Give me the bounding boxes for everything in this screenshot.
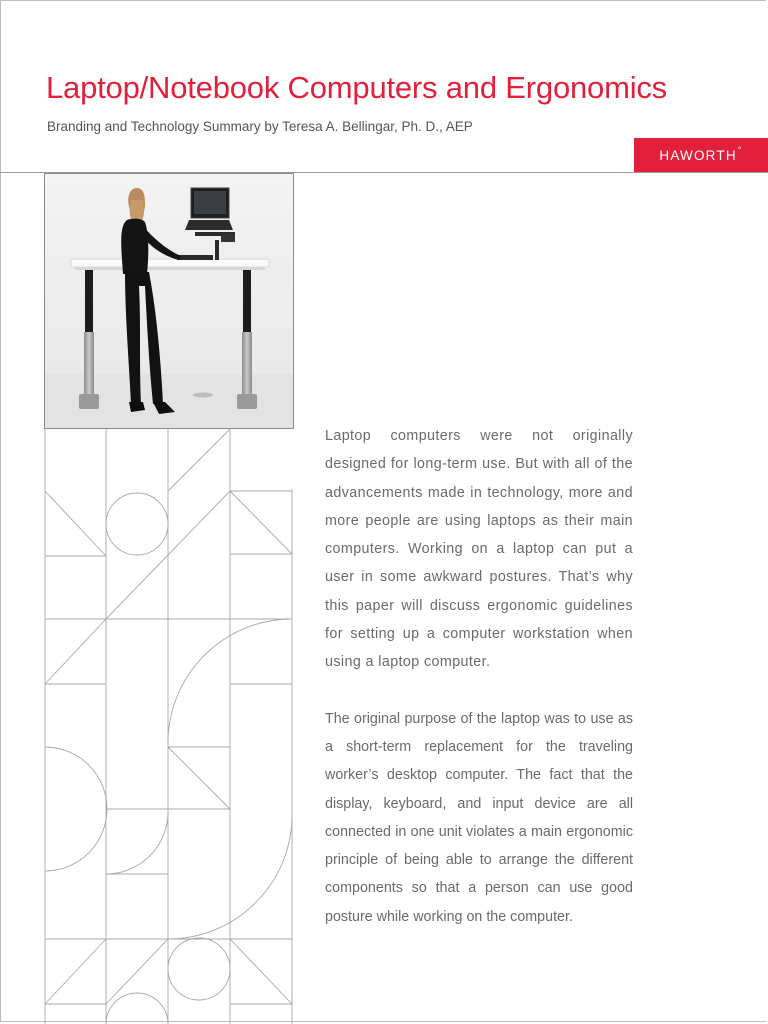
body-text-column bbox=[325, 422, 633, 959]
body-paragraph-1: Laptop computers were not originally designed for long-term use. But with all of the advancements made in technology, more and more people are using laptops as their main computers. Working on a laptop can put a user in some awkward postures. That’s why this paper will discuss ergonomic guidelines for setting up a computer workstation when using a laptop computer. bbox=[325, 428, 633, 671]
standing-desk-photo bbox=[44, 173, 294, 429]
standing-desk-illustration bbox=[45, 174, 293, 428]
haworth-logo bbox=[634, 138, 768, 172]
body-paragraph-2: The original purpose of the laptop was to use as a short-term replacement for the traveling worker’s desktop computer. The fact that the display, keyboard, and input device are all connected in one unit violates a main ergonomic principle of being able to arrange the different components so that a person can use good posture while working on the computer. bbox=[325, 710, 633, 925]
document-subtitle: Branding and Technology Summary by Teresa A. Bellingar, Ph. D., AEP bbox=[47, 119, 473, 134]
document-title: Laptop/Notebook Computers and Ergonomics bbox=[46, 70, 667, 105]
brand-registered-mark: ° bbox=[737, 145, 743, 155]
brand-wordmark: HAWORTH bbox=[659, 147, 737, 163]
geometric-line-pattern bbox=[44, 429, 294, 1024]
